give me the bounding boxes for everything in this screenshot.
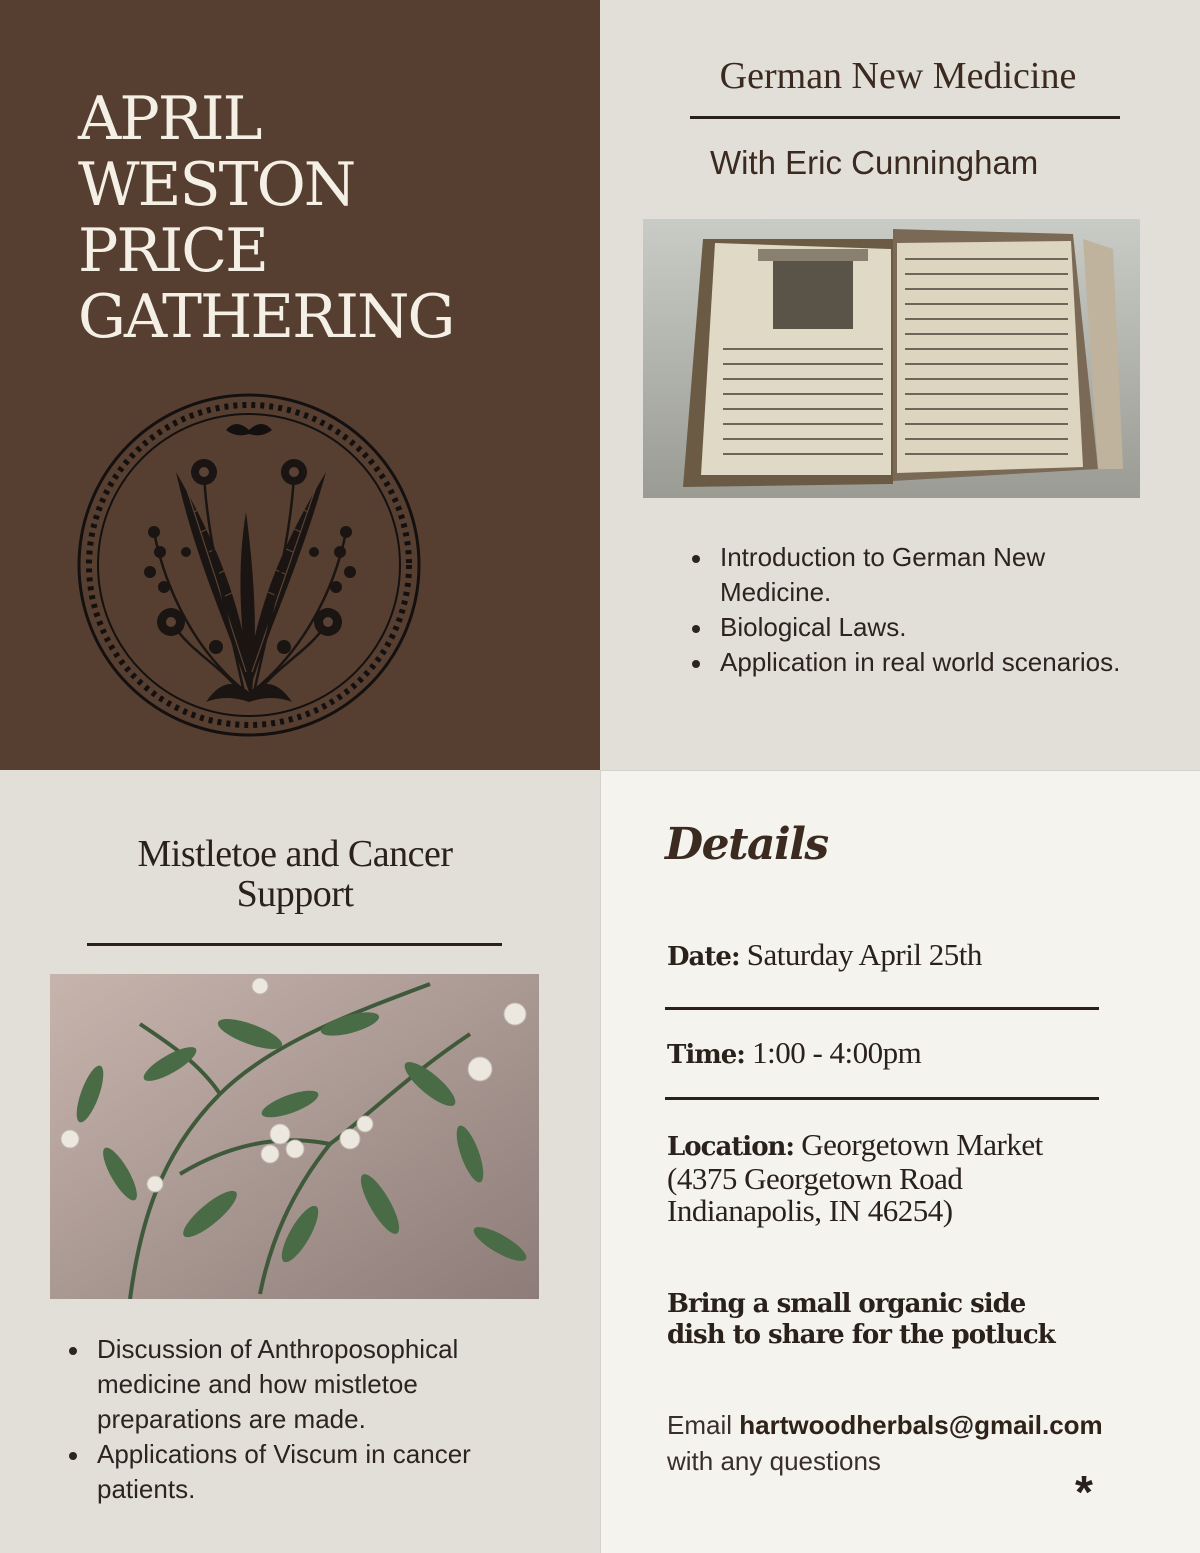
title-line: WESTON — [78, 150, 355, 220]
section-heading — [60, 834, 530, 914]
title-line: APRIL — [78, 84, 261, 154]
potluck-line: Bring a small organic side — [667, 1289, 1026, 1319]
list-item: Applications of Viscum in cancer patients. — [97, 1437, 537, 1507]
topic-list — [97, 1332, 537, 1507]
title-line: PRICE — [78, 216, 267, 286]
date-label: Date: — [667, 942, 740, 972]
details-panel — [600, 770, 1200, 1553]
event-title — [78, 86, 453, 350]
potluck-line: dish to share for the potluck — [667, 1320, 1055, 1350]
list-item: Introduction to German New Medicine. — [720, 540, 1140, 610]
list-item: Biological Laws. — [720, 610, 1140, 645]
location-value: (4375 Georgetown Road — [667, 1161, 963, 1196]
event-date — [667, 939, 982, 973]
title-line: GATHERING — [78, 282, 454, 352]
potluck-note — [667, 1289, 1107, 1351]
email-prefix: Email — [667, 1410, 733, 1440]
list-item: Application in real world scenarios. — [720, 645, 1140, 680]
asterisk-icon: * — [1075, 1466, 1093, 1518]
location-label: Location: — [667, 1132, 795, 1162]
event-time — [667, 1037, 921, 1071]
location-value: Georgetown Market — [801, 1127, 1043, 1162]
section-subheading: With Eric Cunningham — [710, 144, 1039, 181]
divider — [665, 1007, 1099, 1010]
floral-medallion-icon — [76, 392, 422, 738]
event-location — [667, 1129, 1043, 1227]
heading-line: Mistletoe and Cancer — [137, 833, 453, 875]
german-new-medicine-panel — [600, 0, 1200, 770]
divider — [665, 1097, 1099, 1100]
topic-list — [720, 540, 1140, 680]
time-label: Time: — [667, 1040, 745, 1070]
email-link[interactable]: hartwoodherbals@gmail.com — [739, 1410, 1103, 1440]
date-value: Saturday April 25th — [746, 937, 982, 972]
contact-note — [667, 1407, 1103, 1479]
open-book-photo — [643, 219, 1140, 498]
location-value: Indianapolis, IN 46254) — [667, 1193, 953, 1228]
email-suffix: with any questions — [667, 1446, 881, 1476]
section-heading: German New Medicine — [719, 55, 1077, 97]
divider — [87, 943, 502, 946]
divider — [690, 116, 1120, 119]
mistletoe-photo — [50, 974, 539, 1299]
title-panel — [0, 0, 600, 770]
heading-line: Support — [236, 873, 354, 915]
details-title: Details — [665, 819, 828, 870]
list-item: Discussion of Anthroposophical medicine and how mistletoe preparations are made. — [97, 1332, 537, 1437]
mistletoe-panel — [0, 770, 600, 1553]
time-value: 1:00 - 4:00pm — [752, 1035, 922, 1070]
